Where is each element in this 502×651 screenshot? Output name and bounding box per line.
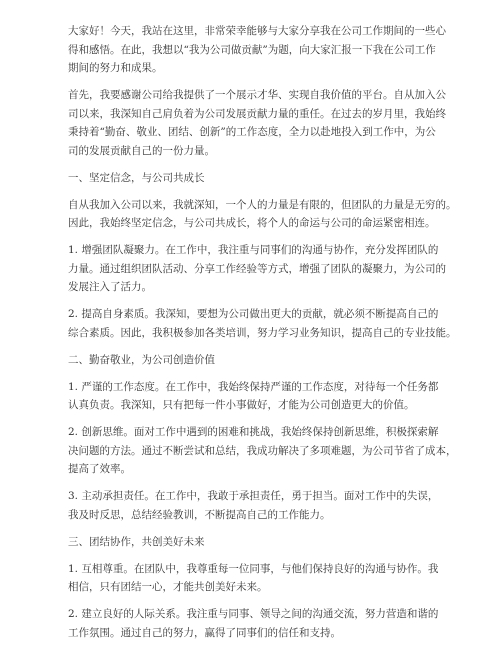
text-line: 秉持着“勤奋、敬业、团结、创新”的工作态度，全力以赴地投入到工作中，为公 [68, 126, 436, 138]
text-line: 三、团结协作，共创美好未来 [68, 535, 205, 548]
text-line: 大家好！今天，我站在这里，非常荣幸能够与大家分享我在公司工作期间的一些心 [68, 25, 446, 37]
section-heading-1 [68, 169, 434, 188]
paragraph-2 [68, 86, 446, 160]
section-heading-3 [68, 533, 434, 552]
text-line: 2. 提高自身素质。我深知，要想为公司做出更大的贡献，就必须不断提高自己的 [68, 308, 439, 320]
text-line: 2. 建立良好的人际关系。我注重与同事、领导之间的沟通交流，努力营造和谐的 [68, 608, 439, 620]
text-line: 自从我加入公司以来，我就深知，一个人的力量是有限的，但团队的力量是无穷的。 [68, 198, 457, 211]
section-heading-2 [68, 351, 434, 370]
text-line: 工作氛围。通过自己的努力，赢得了同事们的信任和支持。 [68, 626, 341, 639]
text-line: 发展注入了活力。 [68, 281, 152, 293]
text-line: 2. 创新思维。面对工作中遇到的困难和挑战，我始终保持创新思维，积极探索解 [68, 426, 439, 438]
text-line: 因此，我始终坚定信念，与公司共成长，将个人的命运与公司的命运紧密相连。 [68, 217, 436, 229]
text-line: 3. 主动承担责任。在工作中，我敢于承担责任，勇于担当。面对工作中的失误， [68, 490, 439, 502]
text-line: 综合素质。因此，我积极参加各类培训，努力学习业务知识，提高自己的专业技能。 [68, 326, 457, 339]
text-line: 期间的努力和成果。 [68, 62, 163, 74]
text-line: 得和感悟。在此，我想以“我为公司做贡献”为题，向大家汇报一下我在公司工作 [68, 43, 436, 56]
list-item-3-1 [68, 560, 439, 597]
list-item-2-2 [68, 423, 457, 479]
list-item-1-2 [68, 305, 457, 342]
text-line: 二、勤奋敬业，为公司创造价值 [68, 353, 215, 366]
text-line: 1. 严谨的工作态度。在工作中，我始终保持严谨的工作态度，对待每一个任务都 [68, 380, 439, 393]
paragraph-3 [68, 196, 457, 233]
paragraph-1 [68, 22, 446, 78]
text-line: 决问题的方法。通过不断尝试和总结，我成功解决了多项难题，为公司节省了成本， [68, 444, 457, 457]
text-line: 1. 增强团队凝聚力。在工作中，我注重与同事们的沟通与协作，充分发挥团队的 [68, 244, 439, 256]
text-line: 力量。通过组织团队活动、分享工作经验等方式，增强了团队的凝聚力，为公司的 [68, 262, 446, 275]
text-line: 认真负责。我深知，只有把每一件小事做好，才能为公司创造更大的价值。 [68, 399, 415, 411]
list-item-3-2 [68, 605, 439, 642]
text-line: 司以来，我深知自己肩负着为公司发展贡献力量的重任。在过去的岁月里，我始终 [68, 107, 446, 120]
text-line: 相信，只有团结一心，才能共创美好未来。 [68, 581, 268, 593]
list-item-2-1 [68, 378, 439, 415]
document-page [68, 22, 457, 651]
text-line: 提高了效率。 [68, 463, 131, 475]
text-line: 司的发展贡献自己的一份力量。 [68, 144, 215, 157]
text-line: 1. 互相尊重。在团队中，我尊重每一位同事，与他们保持良好的沟通与协作。我 [68, 562, 439, 575]
text-line: 一、坚定信念，与公司共成长 [68, 171, 205, 184]
list-item-2-3 [68, 487, 439, 524]
text-line: 我及时反思，总结经验教训，不断提高自己的工作能力。 [68, 508, 331, 521]
list-item-1-1 [68, 241, 446, 297]
text-line: 首先，我要感谢公司给我提供了一个展示才华、实现自我价值的平台。自从加入公 [68, 89, 446, 101]
